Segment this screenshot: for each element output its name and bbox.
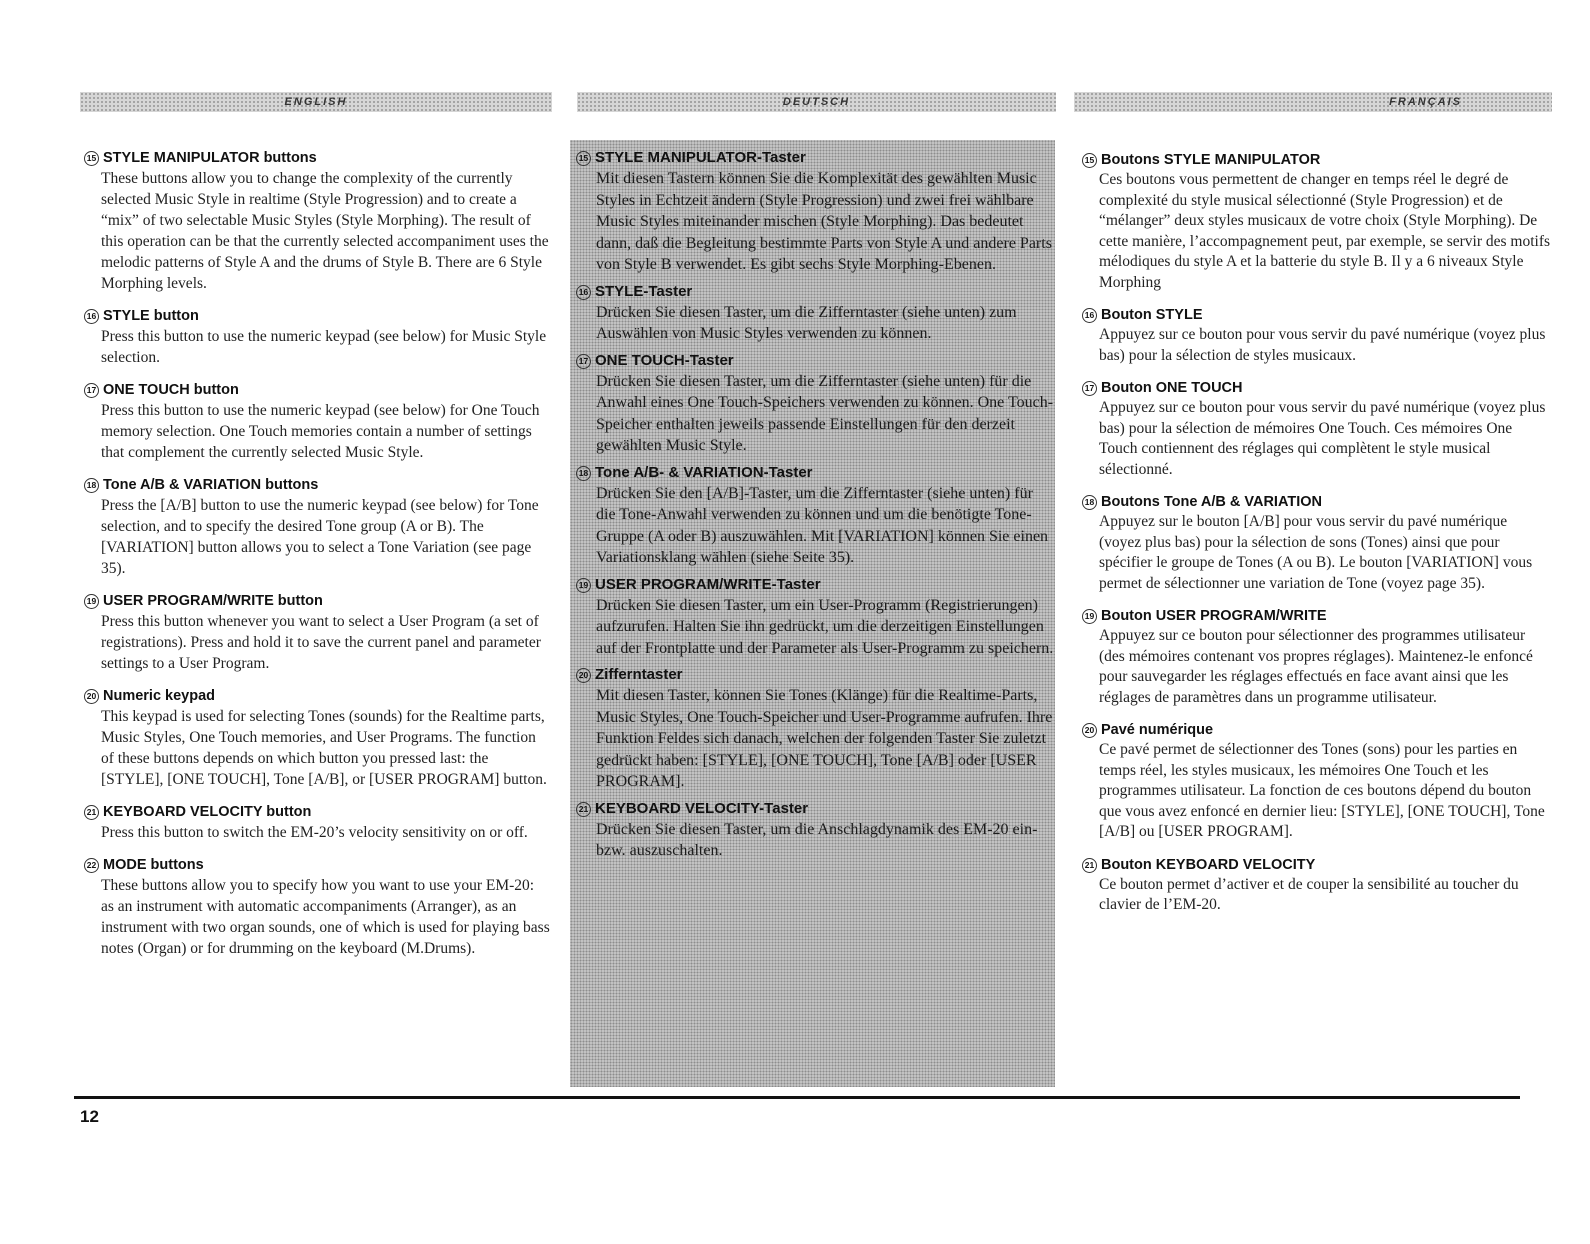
entry-title: Tone A/B- & VARIATION-Taster [595,463,813,481]
deutsch-header-bar [577,92,1056,112]
item-number-badge: 17 [576,354,591,369]
entry-text: Appuyez sur ce bouton pour sélectionner des programmes utilisateur (des mémoires contenant vos propres réglages). Maintenez-le enfoncé pour sauvegarder les réglages effectués en face avant ainsi que les réglages de paramètres dans un programme utilisateur. [1099,627,1533,706]
entry-text: Appuyez sur le bouton [A/B] pour vous servir du pavé numérique (voyez plus bas) pour la sélection de sons (Tones) ainsi que pour spécifier le groupe de Tones (A ou B). Le bouton [VARIATION] vous permet de sélectionner une variation de Tone (voyez page 35). [1099,513,1533,592]
entry-text: Press the [A/B] button to use the numeric keypad (see below) for Tone selection, and to specify the desired Tone group (A or B). The [VARIATION] button allows you to select a Tone Variation (see page 35). [101,497,539,577]
entry-16 [576,282,1055,345]
entry-19 [1082,606,1552,708]
entry-title: USER PROGRAM/WRITE-Taster [595,575,821,593]
entry-18 [1082,492,1552,594]
item-number-badge: 16 [1082,308,1097,323]
entry-text: These buttons allow you to specify how you want to use your EM-20: as an instrument with automatic accompaniments (Arranger), as an instrument with two organ sounds, one of which is used for playing bass notes (Organ) or for drumming on the keyboard (M.Drums). [101,877,550,957]
entry-title: USER PROGRAM/WRITE button [103,593,323,609]
entry-title: Bouton KEYBOARD VELOCITY [1101,856,1316,873]
entry-16 [1082,305,1552,366]
deutsch-label: DEUTSCH [782,96,851,108]
item-number-badge: 21 [576,802,591,817]
entry-text: Appuyez sur ce bouton pour vous servir du pavé numérique (voyez plus bas) pour la sélection de mémoires One Touch. Ces mémoires One Touch contiennent des réglages qui complètent le style musical sélectionné. [1099,399,1546,478]
entry-15 [576,148,1055,276]
item-number-badge: 20 [576,668,591,683]
entry-15 [84,148,550,294]
entry-18 [84,475,550,579]
item-number-badge: 19 [84,594,99,609]
entry-title: STYLE button [103,308,199,324]
entry-title: Boutons STYLE MANIPULATOR [1101,152,1321,168]
entry-20 [1082,720,1552,843]
entry-text: Drücken Sie diesen Taster, um ein User-Programm (Registrierungen) aufzurufen. Halten Sie ihn gedrückt, um die derzeitigen Einstellungen auf der Frontplatte und der Parameter als User-Programm zu speichern. [596,596,1054,657]
francais-column [1082,150,1552,928]
item-number-badge: 15 [576,151,591,166]
entry-19 [576,575,1055,660]
francais-header-bar [1074,92,1552,112]
item-number-badge: 22 [84,858,99,873]
item-number-badge: 19 [1082,609,1097,624]
entry-title: STYLE MANIPULATOR buttons [103,150,317,166]
entry-19 [84,591,550,674]
entry-text: This keypad is used for selecting Tones (sounds) for the Realtime parts, Music Styles, One Touch memories, and User Programs. The function of these buttons depends on which button you pressed last: the [STYLE], [ONE TOUCH], Tone [A/B], or [USER PROGRAM] button. [101,708,547,788]
entry-title: Pavé numérique [1101,722,1214,738]
entry-title: Bouton USER PROGRAM/WRITE [1101,608,1327,624]
item-number-badge: 20 [84,689,99,704]
english-header-bar [80,92,552,112]
entry-title: STYLE MANIPULATOR-Taster [595,149,806,166]
item-number-badge: 17 [1082,381,1097,396]
entry-text: Drücken Sie diesen Taster, um die Zifferntaster (siehe unten) zum Auswählen von Music Styles verwenden zu können. [596,303,1017,342]
entry-18 [576,463,1055,569]
entry-text: Ce bouton permet d’activer et de couper la sensibilité au toucher du clavier de l’EM-20. [1099,875,1519,913]
item-number-badge: 15 [84,151,99,166]
entry-title: MODE buttons [103,857,204,873]
item-number-badge: 15 [1082,153,1097,168]
page-number: 12 [80,1107,99,1126]
item-number-badge: 21 [1082,858,1097,873]
entry-title: STYLE-Taster [595,282,693,300]
entry-text: Drücken Sie diesen Taster, um die Anschlagdynamik des EM-20 ein- bzw. auszuschalten. [596,820,1038,859]
entry-title: Zifferntaster [595,666,683,683]
entry-text: Drücken Sie den [A/B]-Taster, um die Zifferntaster (siehe unten) für die Tone-Anwahl verwenden zu können und um die benötigte Tone-Gruppe (A oder B) auszuwählen. Mit [VARIATION] können Sie einen Variationsklang wählen (siehe Seite 35). [596,484,1049,566]
entry-text: These buttons allow you to change the complexity of the currently selected Music Style in realtime (Style Progression) and to create a “mix” of two selectable Music Styles (Style Morphing). The result of this operation can be that the currently selected accompaniment uses the melodic patterns of Style A and the drums of Style B. There are 6 Style Morphing levels. [101,170,549,292]
entry-21 [84,802,550,843]
entry-text: Mit diesen Tastern können Sie die Komplexität des gewählten Music Styles in Echtzeit ändern (Style Progression) und zwei frei wählbare Music Styles miteinander mischen (Style Morphing). Das bedeutet dann, daß die Begleitung bestimmte Parts von Style A und andere Parts von Style B verwendet. Es gibt sechs Style Morphing-Ebenen. [596,170,1052,273]
item-number-badge: 17 [84,383,99,398]
item-number-badge: 16 [84,309,99,324]
entry-text: Ces boutons vous permettent de changer en temps réel le degré de complexité du style musical sélectionné (Style Progression) et de “mélanger” deux styles musicaux de votre choix (Style Morphing). De cette manière, l’accompagnement peut, par exemple, se servir des motifs mélodiques du style A et la batterie du style B. Il y a 6 niveaux Style Morphing [1099,171,1551,291]
english-column [84,148,550,971]
entry-title: KEYBOARD VELOCITY button [103,804,312,820]
item-number-badge: 18 [576,466,591,481]
entry-text: Press this button to use the numeric keypad (see below) for One Touch memory selection. One Touch memories contain a number of settings that complement the currently selected Music Style. [101,402,540,461]
entry-title: Bouton ONE TOUCH [1101,380,1243,396]
item-number-badge: 19 [576,578,591,593]
entry-text: Appuyez sur ce bouton pour vous servir du pavé numérique (voyez plus bas) pour la sélection de styles musicaux. [1099,326,1546,364]
entry-17 [576,351,1055,457]
entry-text: Press this button to use the numeric keypad (see below) for Music Style selection. [101,328,547,366]
entry-title: Tone A/B & VARIATION buttons [103,477,319,493]
entry-text: Press this button whenever you want to select a User Program (a set of registrations). Press and hold it to save the current panel and parameter settings to a User Program. [101,613,541,672]
item-number-badge: 18 [84,478,99,493]
entry-title: Boutons Tone A/B & VARIATION [1101,494,1322,510]
footer-rule [74,1096,1520,1099]
item-number-badge: 18 [1082,495,1097,510]
entry-text: Drücken Sie diesen Taster, um die Zifferntaster (siehe unten) für die Anwahl eines One Touch-Speichers verwenden zu können. One Touch-Speicher enthalten jeweils passende Einstellungen für den derzeit gewählten Music Style. [596,372,1054,454]
deutsch-column [570,140,1055,1087]
entry-21 [1082,855,1552,916]
entry-21 [576,799,1055,862]
entry-22 [84,855,550,959]
entry-17 [1082,378,1552,480]
entry-20 [576,665,1055,793]
english-label: ENGLISH [284,96,348,108]
entry-text: Press this button to switch the EM-20’s velocity sensitivity on or off. [101,824,528,841]
item-number-badge: 16 [576,285,591,300]
entry-text: Mit diesen Taster, können Sie Tones (Klänge) für die Realtime-Parts, Music Styles, One Touch-Speicher und User-Programme aufrufen. Ihre Funktion Feldes sich danach, welchen der folgenden Taster Sie zuletzt gedrückt haben: [STYLE], [ONE TOUCH], Tone [A/B] oder [USER PROGRAM]. [596,687,1053,790]
entry-15 [1082,150,1552,293]
entry-title: ONE TOUCH button [103,382,239,398]
entry-20 [84,686,550,790]
item-number-badge: 20 [1082,723,1097,738]
entry-16 [84,306,550,368]
entry-text: Ce pavé permet de sélectionner des Tones (sons) pour les parties en temps réel, les styles musicaux, les mémoires One Touch et les programmes utilisateur. La fonction de ces boutons dépend du bouton que vous avez enfoncé en dernier lieu: [STYLE], [ONE TOUCH], Tone [A/B] ou [USER PROGRAM]. [1099,741,1545,840]
entry-title: KEYBOARD VELOCITY-Taster [595,799,809,817]
entry-17 [84,380,550,463]
entry-title: ONE TOUCH-Taster [595,351,734,369]
item-number-badge: 21 [84,805,99,820]
entry-title: Bouton STYLE [1101,307,1203,323]
entry-title: Numeric keypad [103,688,216,704]
francais-label: FRANÇAIS [1389,96,1462,108]
